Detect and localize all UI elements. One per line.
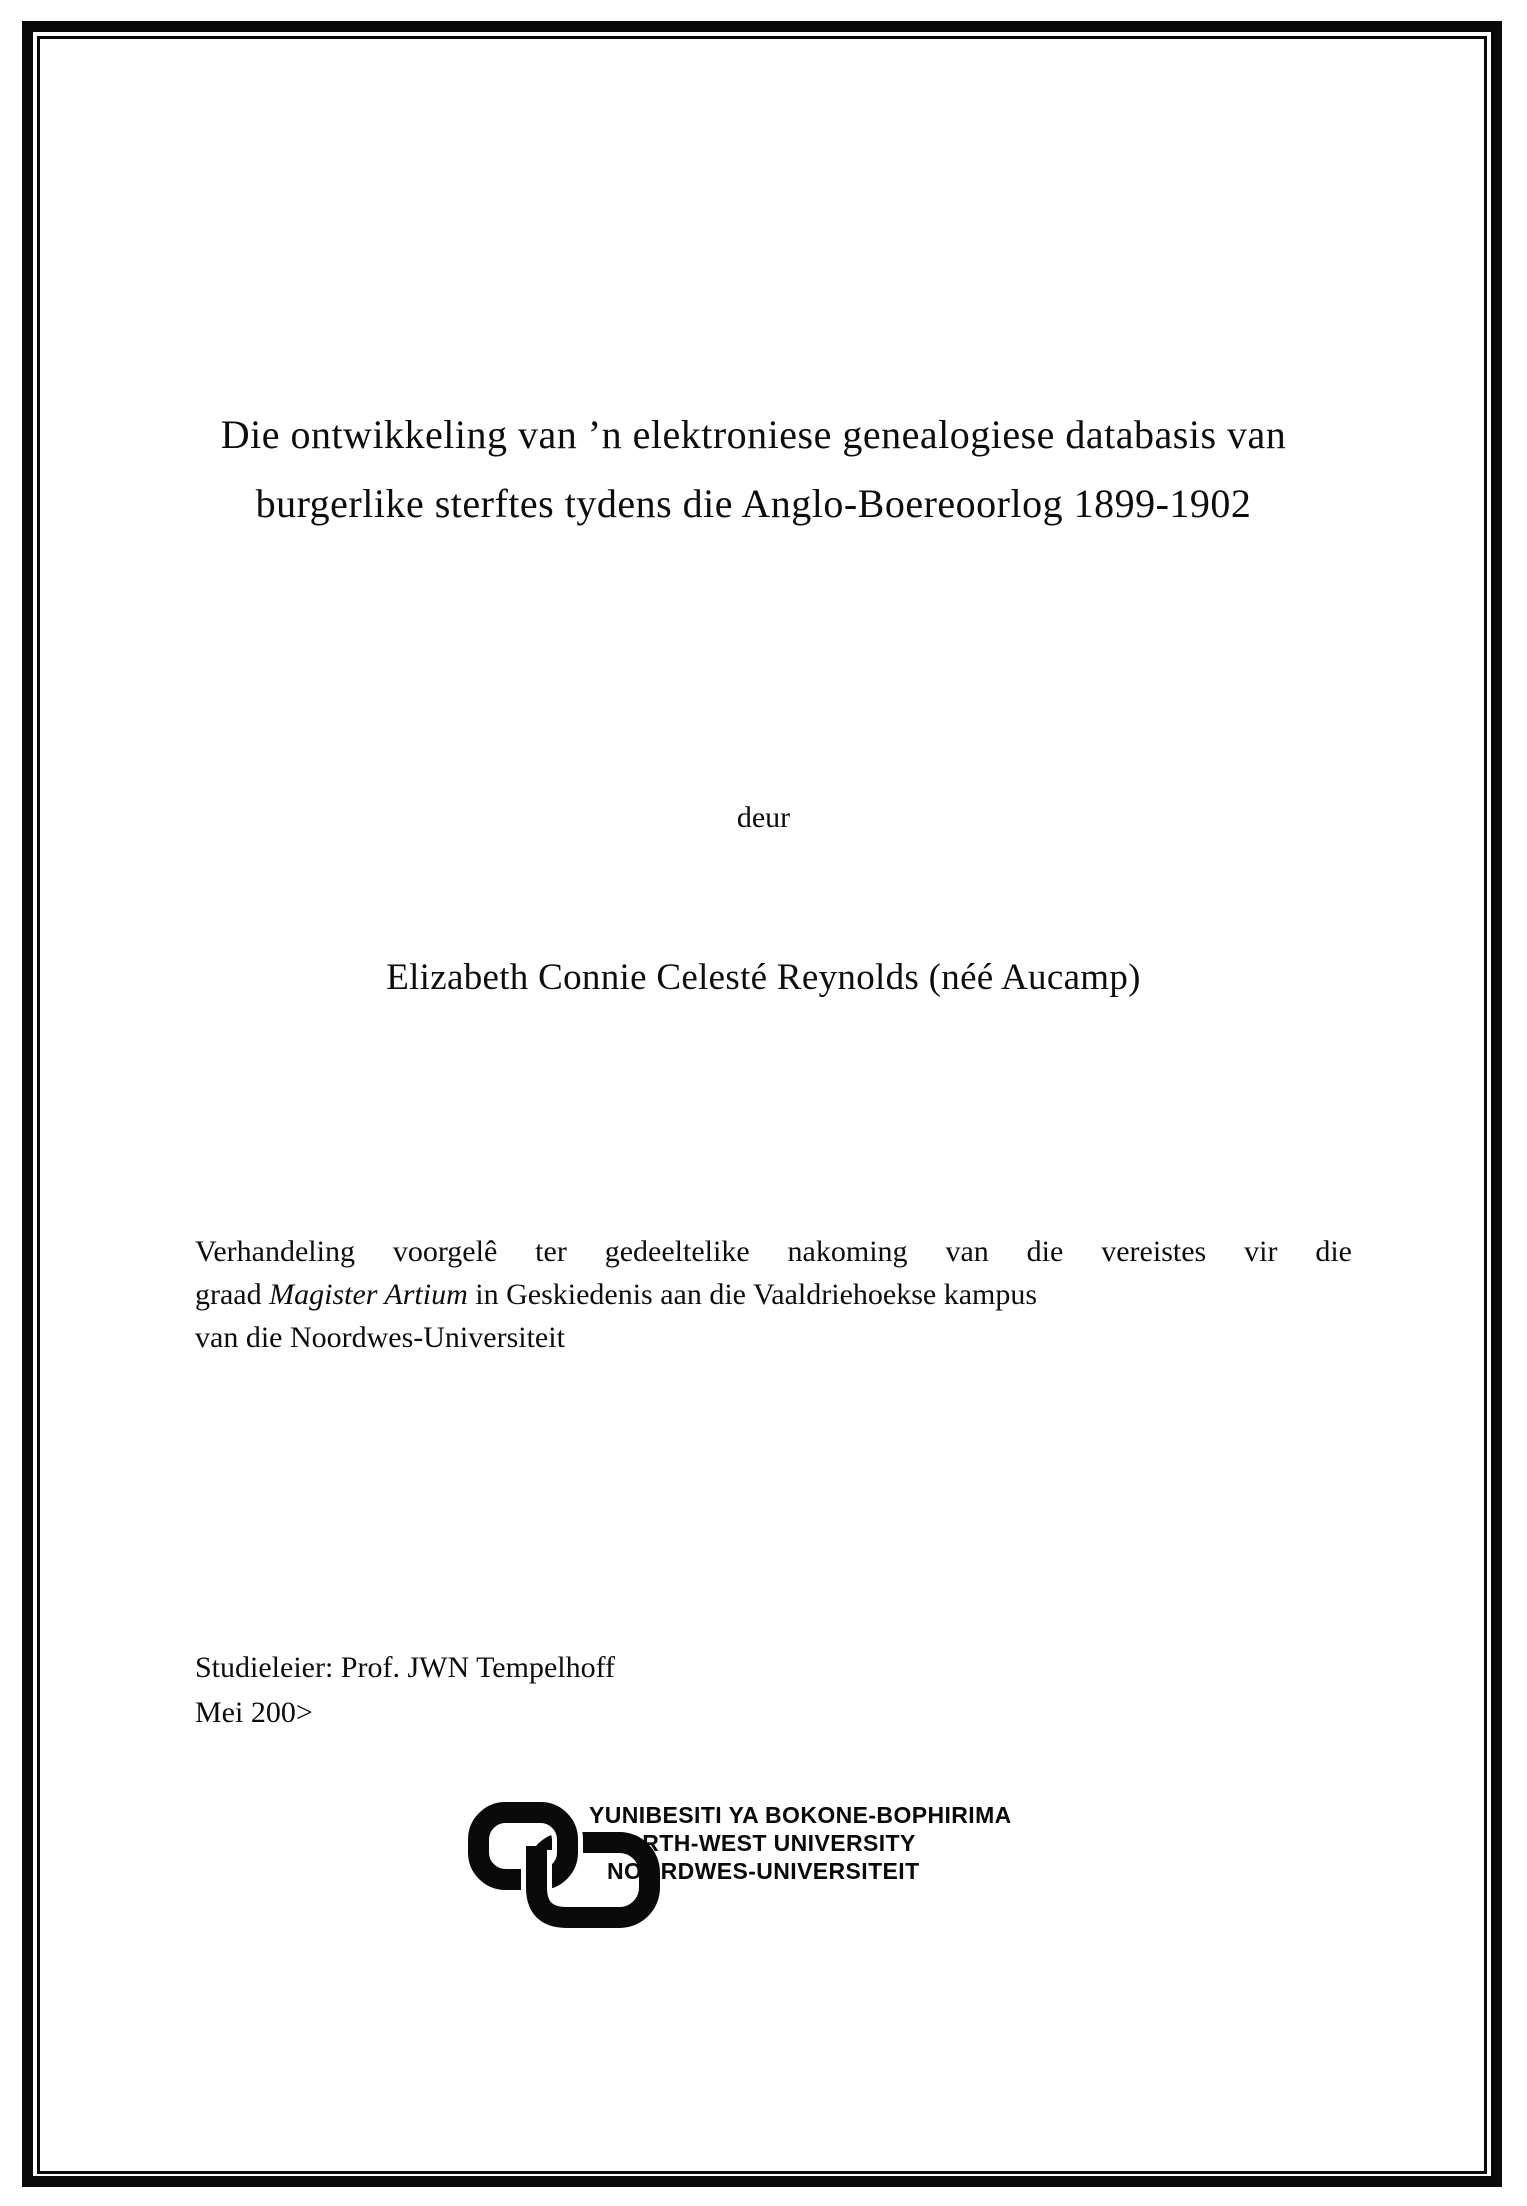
thesis-title-line1: Die ontwikkeling van ’n elektroniese genealogiese databasis van bbox=[220, 412, 1287, 457]
university-name-setswana: YUNIBESITI YA BOKONE-BOPHIRIMA bbox=[589, 1802, 1012, 1828]
thesis-statement-line2-post: in Geskiedenis aan die Vaaldriehoekse kampus bbox=[467, 1278, 1038, 1311]
thesis-statement bbox=[195, 1230, 1352, 1359]
byline-label: deur bbox=[736, 801, 791, 834]
thesis-degree-name: Magister Artium bbox=[269, 1278, 468, 1311]
thesis-title-line2: burgerlike sterftes tydens die Anglo-Boereoorlog 1899-1902 bbox=[255, 481, 1252, 526]
supervisor-block bbox=[195, 1645, 615, 1735]
date-line: Mei 200> bbox=[195, 1696, 313, 1729]
thesis-title bbox=[90, 400, 1417, 538]
thesis-statement-line2 bbox=[195, 1273, 1352, 1316]
supervisor-line: Studieleier: Prof. JWN Tempelhoff bbox=[195, 1651, 616, 1684]
university-logo-text bbox=[589, 1801, 1012, 1885]
thesis-statement-line3: van die Noordwes-Universiteit bbox=[195, 1321, 565, 1354]
thesis-statement-line2-pre: graad bbox=[195, 1278, 270, 1311]
university-name-english: NORTH-WEST UNIVERSITY bbox=[607, 1830, 916, 1856]
thesis-statement-line1: Verhandeling voorgelê ter gedeeltelike nakoming van die vereistes vir die bbox=[195, 1235, 1352, 1268]
author-name: Elizabeth Connie Celesté Reynolds (néé Aucamp) bbox=[386, 957, 1141, 998]
university-name-afrikaans: NOORDWES-UNIVERSITEIT bbox=[607, 1858, 920, 1884]
